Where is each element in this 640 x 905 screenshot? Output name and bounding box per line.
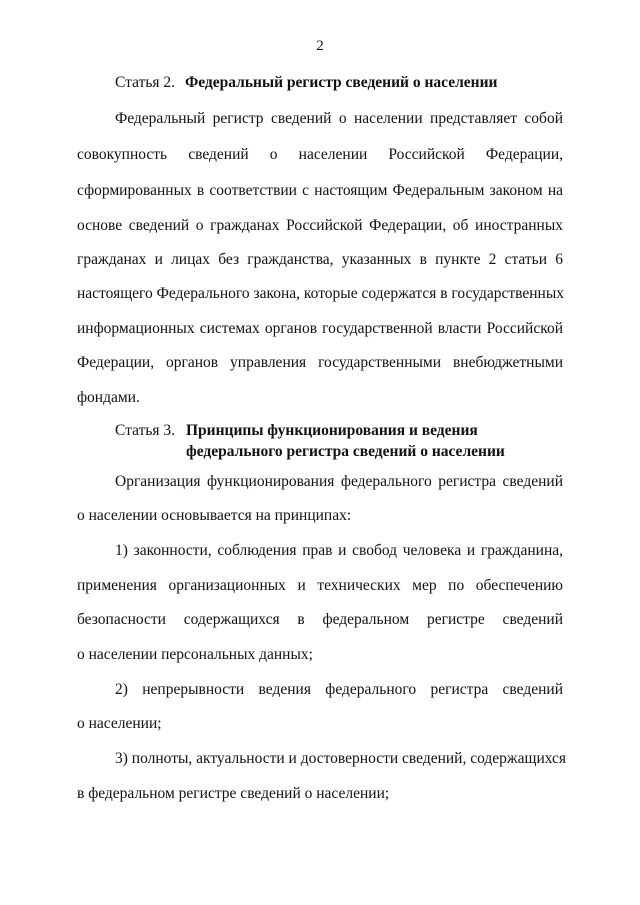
article-2-line: Федерации, органов управления государственными внебюджетными: [77, 354, 563, 371]
article-3-title-line-1: Принципы функционирования и ведения: [186, 422, 478, 439]
article-2-label: Статья 2.: [115, 74, 176, 91]
article-3-line: безопасности содержащихся в федеральном регистре сведений: [77, 611, 563, 628]
article-2-heading: [115, 72, 497, 93]
article-2-line: настоящего Федерального закона, которые содержатся в государственных: [77, 285, 564, 302]
article-2-line: гражданах и лицах без гражданства, указанных в пункте 2 статьи 6: [77, 251, 563, 268]
article-3-line: о населении персональных данных;: [77, 646, 313, 663]
article-2-line: информационных системах органов государственной власти Российской: [77, 320, 563, 337]
article-3-line: о населении;: [77, 715, 162, 732]
article-2-line: основе сведений о гражданах Российской Федерации, об иностранных: [77, 217, 563, 234]
article-3-line: 3) полноты, актуальности и достоверности сведений, содержащихся: [115, 750, 567, 767]
article-3-line: 1) законности, соблюдения прав и свобод человека и гражданина,: [115, 542, 563, 559]
article-3-line: применения организационных и технических мер по обеспечению: [77, 577, 563, 594]
page-number: 2: [316, 38, 324, 54]
article-2-line: совокупность сведений о населении Российской Федерации,: [77, 146, 563, 163]
article-3-line: о населении основывается на принципах:: [77, 507, 352, 524]
article-3-heading: [115, 420, 505, 462]
article-3-label: Статья 3.: [115, 422, 176, 439]
article-3-line: 2) непрерывности ведения федерального регистра сведений: [115, 681, 563, 698]
article-3-line: в федеральном регистре сведений о населении;: [77, 785, 390, 802]
article-2-line: фондами.: [77, 389, 140, 406]
article-3-title-line-2: федерального регистра сведений о населении: [186, 443, 505, 460]
article-3-line: Организация функционирования федерального регистра сведений: [115, 473, 563, 490]
article-2-line: Федеральный регистр сведений о населении представляет собой: [115, 110, 563, 127]
article-2-line: сформированных в соответствии с настоящим Федеральным законом на: [77, 182, 563, 199]
article-2-title: Федеральный регистр сведений о населении: [184, 74, 498, 91]
